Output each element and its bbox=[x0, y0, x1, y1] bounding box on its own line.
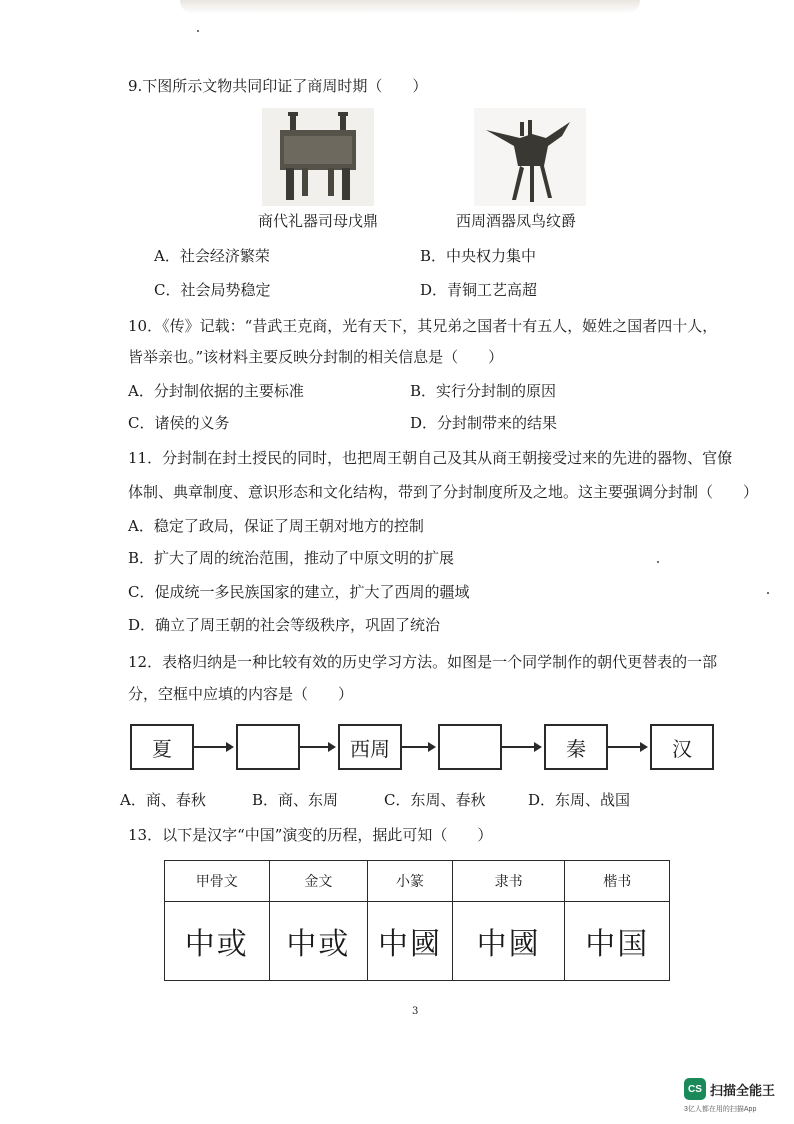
dynasty-box-1: 夏 bbox=[130, 724, 194, 770]
table-header: 金文 bbox=[269, 861, 368, 902]
q10-option-c: C．诸侯的义务 bbox=[128, 414, 230, 432]
camscanner-name: 扫描全能王 bbox=[710, 1083, 776, 1098]
glyph-clerical: 中國 bbox=[452, 902, 565, 981]
q11-option-c: C．促成统一多民族国家的建立，扩大了西周的疆域 bbox=[128, 583, 470, 601]
q9-option-c: C．社会局势稳定 bbox=[154, 281, 271, 299]
glyph-oracle-bone: 中或 bbox=[165, 902, 270, 981]
q10-option-d: D．分封制带来的结果 bbox=[410, 414, 558, 432]
dynasty-box-blank-1 bbox=[236, 724, 300, 770]
q10-stem-line1: 10．《传》记载：“昔武王克商，光有天下，其兄弟之国者十有五人，姬姓之国者四十人， bbox=[128, 317, 718, 335]
table-header: 小篆 bbox=[368, 861, 453, 902]
q9-caption-jue: 西周酒器凤鸟纹爵 bbox=[456, 212, 577, 230]
page-number: 3 bbox=[412, 1006, 419, 1017]
flow-arrow-icon bbox=[502, 746, 540, 748]
flow-arrow-icon bbox=[608, 746, 646, 748]
q10-option-b: B．实行分封制的原因 bbox=[410, 382, 557, 400]
scan-speck bbox=[657, 561, 659, 563]
q12-stem-line2: 分，空框中应填的内容是（ ） bbox=[128, 685, 354, 703]
dynasty-box-blank-2 bbox=[438, 724, 502, 770]
q11-option-a: A．稳定了政局，保证了周王朝对地方的控制 bbox=[128, 517, 424, 535]
q12-stem-line1: 12．表格归纳是一种比较有效的历史学习方法。如图是一个同学制作的朝代更替表的一部 bbox=[128, 653, 718, 671]
q10-stem-line2: 皆举亲也。”该材料主要反映分封制的相关信息是（ ） bbox=[128, 348, 504, 366]
q12-option-d: D．东周、战国 bbox=[528, 791, 631, 809]
ding-vessel-icon bbox=[262, 108, 374, 206]
flow-arrow-icon bbox=[300, 746, 334, 748]
jue-vessel-image bbox=[474, 108, 586, 206]
table-header: 隶书 bbox=[452, 861, 565, 902]
glyph-small-seal: 中國 bbox=[368, 902, 453, 981]
flow-arrow-icon bbox=[194, 746, 232, 748]
scan-speck bbox=[767, 592, 769, 594]
camscanner-tagline: 3亿人都在用的扫描App bbox=[684, 1106, 757, 1113]
ding-vessel-image bbox=[262, 108, 374, 206]
q11-stem-line2: 体制、典章制度、意识形态和文化结构，带到了分封制度所及之地。这主要强调分封制（ ） bbox=[128, 483, 759, 501]
q9-option-a: A．社会经济繁荣 bbox=[154, 247, 270, 265]
q13-stem: 13．以下是汉字“中国”演变的历程，据此可知（ ） bbox=[128, 826, 493, 844]
q11-stem-line1: 11．分封制在封土授民的同时，也把周王朝自己及其从商王朝接受过来的先进的器物、官僚 bbox=[128, 449, 733, 467]
dynasty-box-3: 西周 bbox=[338, 724, 402, 770]
scan-speck bbox=[197, 30, 199, 32]
q12-option-b: B．商、东周 bbox=[252, 791, 339, 809]
dynasty-box-6: 汉 bbox=[650, 724, 714, 770]
q9-option-b: B．中央权力集中 bbox=[420, 247, 537, 265]
q10-option-a: A．分封制依据的主要标准 bbox=[128, 382, 304, 400]
glyph-regular: 中国 bbox=[565, 902, 670, 981]
glyph-bronze: 中或 bbox=[269, 902, 368, 981]
q12-option-c: C．东周、春秋 bbox=[384, 791, 486, 809]
flow-arrow-icon bbox=[402, 746, 434, 748]
script-evolution-table bbox=[164, 860, 670, 981]
camscanner-watermark bbox=[684, 1078, 784, 1118]
q12-option-a: A．商、春秋 bbox=[120, 791, 206, 809]
table-header: 甲骨文 bbox=[165, 861, 270, 902]
dynasty-box-5: 秦 bbox=[544, 724, 608, 770]
q9-option-d: D．青铜工艺高超 bbox=[420, 281, 538, 299]
q11-option-d: D．确立了周王朝的社会等级秩序，巩固了统治 bbox=[128, 616, 441, 634]
camscanner-logo-icon: CS bbox=[684, 1078, 706, 1100]
scan-top-shadow bbox=[180, 0, 640, 14]
table-header: 楷书 bbox=[565, 861, 670, 902]
jue-vessel-icon bbox=[474, 108, 586, 206]
q11-option-b: B．扩大了周的统治范围，推动了中原文明的扩展 bbox=[128, 549, 455, 567]
q9-caption-ding: 商代礼器司母戊鼎 bbox=[258, 212, 379, 230]
q9-stem: 9.下图所示文物共同印证了商周时期（ ） bbox=[128, 77, 428, 95]
